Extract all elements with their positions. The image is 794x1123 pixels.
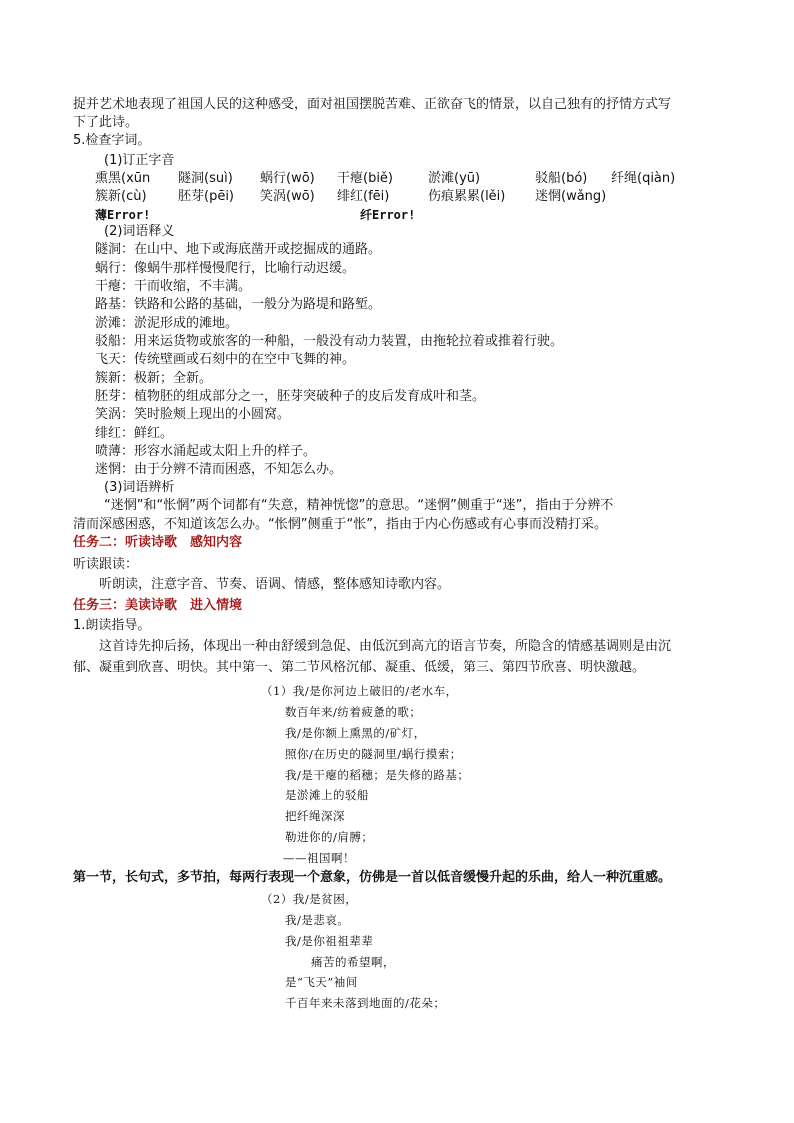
definition-item: 簇新：极新；全新。 (95, 371, 213, 386)
poem-line: 勒进你的/肩膊； (285, 830, 374, 844)
pron-item: 熏黑(xūn (95, 171, 151, 186)
reading-guide-heading: 1.朗读指导。 (73, 618, 151, 633)
analysis-subheading: (3)词语辨析 (104, 480, 175, 495)
poem-line: （2）我/是贫困， (261, 892, 358, 906)
definition-item: 路基：铁路和公路的基础，一般分为路堤和路堑。 (95, 297, 382, 312)
poem-line: 照你/在历史的隧洞里/蜗行摸索； (285, 747, 462, 761)
definition-item: 蜗行：像蜗牛那样慢慢爬行，比喻行动迟缓。 (95, 261, 356, 276)
error-text: 纤Error! (360, 208, 416, 222)
poem-line: 是淤滩上的驳船 (285, 788, 369, 802)
definition-item: 飞天：传统壁画或石刻中的在空中飞舞的神。 (95, 352, 356, 367)
definition-item: 干瘪：干而收缩，不丰满。 (95, 279, 252, 294)
pron-item: 蜗行(wō) (260, 171, 315, 186)
poem-line: 把纤绳深深 (285, 809, 345, 823)
pron-item: 簇新(cù) (95, 189, 147, 204)
error-text: 薄Error! (95, 208, 151, 222)
pron-item: 干瘪(biě) (337, 171, 394, 186)
poem-line: ——祖国啊！ (283, 851, 355, 865)
pron-item: 纤绳(qiàn) (611, 171, 676, 186)
analysis-line-1: “迷惘”和“怅惘”两个词都有“失意，精神恍惚”的意思。“迷惘”侧重于“迷”，指由于分辨不 (104, 498, 614, 513)
pron-item: 胚芽(pēi) (178, 189, 235, 204)
analysis-line-2: 清而深感困惑，不知道该怎么办。“怅惘”侧重于“怅”，指由于内心伤感或有心事而没精打采。 (73, 517, 607, 532)
definition-item: 隧洞：在山中、地下或海底凿开或挖掘成的通路。 (95, 242, 382, 257)
poem-line: 我/是你额上熏黑的/矿灯， (285, 726, 426, 740)
poem-line: 数百年来/纺着疲惫的歌； (285, 705, 422, 719)
poem-line: （1）我/是你河边上破旧的/老水车， (261, 684, 458, 698)
pron-item: 迷惘(wǎng) (535, 189, 607, 204)
task-2-title: 任务二：听读诗歌 感知内容 (73, 535, 243, 550)
poem-line: 我/是干瘪的稻穗；是失修的路基； (285, 768, 470, 782)
reading-guide-para-2: 郁、凝重到欣喜、明快。其中第一、第二节风格沉郁、凝重、低缓，第三、第四节欣喜、明快激越。 (73, 660, 646, 675)
definition-item: 淤滩：淤泥形成的滩地。 (95, 316, 239, 331)
pron-item: 隧洞(suì) (178, 171, 233, 186)
reading-guide-para-1: 这首诗先抑后扬，体现出一种由舒缓到急促、由低沉到高亢的语言节奏，所隐含的情感基调则是由沉 (99, 639, 672, 654)
task-3-title: 任务三：美读诗歌 进入情境 (73, 598, 243, 613)
pron-item: 驳船(bó) (535, 171, 588, 186)
task-2-text: 听朗读，注意字音、节奏、语调、情感，整体感知诗歌内容。 (99, 577, 451, 592)
section-5-heading: 5.检查字词。 (73, 133, 151, 148)
poem-line: 我/是悲哀。 (285, 913, 350, 927)
pronunciation-subheading: (1)订正字音 (104, 153, 175, 168)
definition-item: 绯红：鲜红。 (95, 426, 174, 441)
pron-item: 淤滩(yū) (428, 171, 481, 186)
intro-line-2: 下了此诗。 (73, 115, 139, 130)
poem-line: 痛苦的希望啊， (311, 955, 395, 969)
stanza-1-note: 第一节，长句式，多节拍，每两行表现一个意象，仿佛是一首以低音缓慢升起的乐曲，给人一种沉重感。 (73, 870, 672, 885)
pron-item: 伤痕累累(lěi) (428, 189, 506, 204)
definition-item: 笑涡：笑时脸颊上现出的小圆窝。 (95, 407, 291, 422)
pron-item: 绯红(fēi) (337, 189, 390, 204)
pron-item: 笑涡(wō) (260, 189, 315, 204)
definition-subheading: (2)词语释义 (104, 224, 175, 239)
poem-line: 是“飞天”袖间 (285, 975, 358, 989)
poem-line: 千百年来未落到地面的/花朵； (285, 996, 446, 1010)
definition-item: 胚芽：植物胚的组成部分之一，胚芽突破种子的皮后发育成叶和茎。 (95, 389, 486, 404)
intro-line-1: 捉并艺术地表现了祖国人民的这种感受，面对祖国摆脱苦难、正欲奋飞的情景，以自己独有的抒情方式写 (73, 97, 672, 112)
task-2-label: 听读跟读： (73, 557, 139, 572)
definition-item: 迷惘：由于分辨不清而困惑，不知怎么办。 (95, 462, 343, 477)
definition-item: 喷薄：形容水涌起或太阳上升的样子。 (95, 444, 317, 459)
poem-line: 我/是你祖祖辈辈 (285, 934, 374, 948)
definition-item: 驳船：用来运货物或旅客的一种船，一般没有动力装置，由拖轮拉着或推着行驶。 (95, 334, 564, 349)
